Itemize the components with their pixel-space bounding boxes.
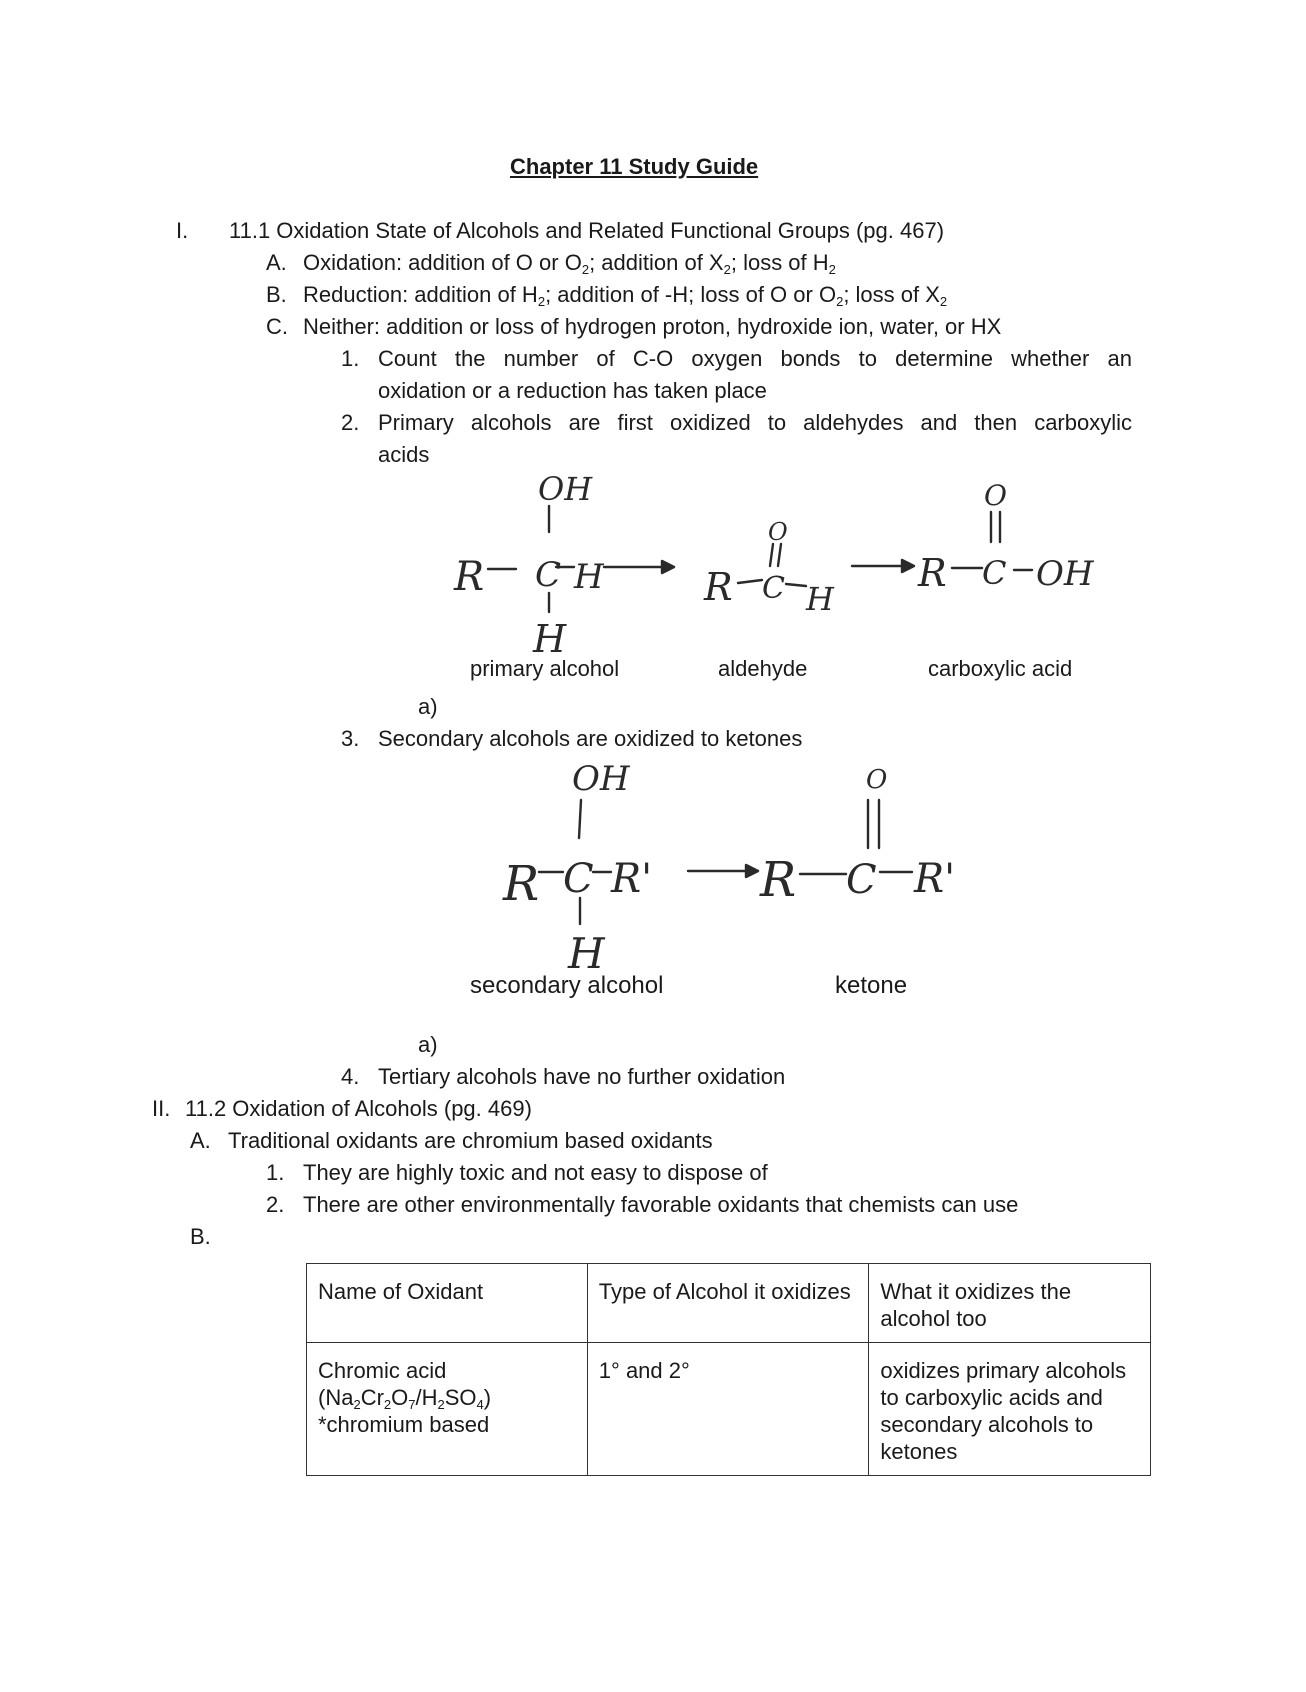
svg-text:C: C — [535, 555, 562, 595]
cell-alcohol-type: 1° and 2° — [587, 1343, 869, 1476]
list-item-2-number: 2. — [341, 410, 360, 435]
oxidant-table — [306, 1263, 1151, 1476]
page-title: Chapter 11 Study Guide — [510, 154, 759, 179]
svg-text:R: R — [454, 554, 485, 600]
sub-item-a-2: a) — [418, 1032, 438, 1057]
svg-text:O: O — [984, 479, 1007, 512]
list-item-1-line1: Count the number of C-O oxygen bonds to determine whether an — [378, 346, 1132, 371]
section-2-item-B-label: B. — [190, 1224, 211, 1249]
svg-text:R: R — [503, 856, 540, 912]
svg-text:C: C — [762, 571, 785, 606]
oxidant-name: Chromic acid — [318, 1358, 447, 1383]
label-secondary-alcohol: secondary alcohol — [470, 972, 664, 999]
section-1-number: I. — [176, 218, 189, 243]
header-type-of-alcohol: Type of Alcohol it oxidizes — [587, 1264, 869, 1343]
cell-oxidation-result: oxidizes primary alcohols to carboxylic acids and secondary alcohols to ketones — [869, 1343, 1151, 1476]
list-item-4-number: 4. — [341, 1064, 360, 1089]
svg-text:R': R' — [914, 856, 956, 902]
svg-text:R: R — [760, 852, 797, 908]
header-name-of-oxidant: Name of Oxidant — [307, 1264, 588, 1343]
table-row — [307, 1343, 1151, 1476]
svg-text:OH: OH — [572, 759, 630, 799]
item-C-text: Neither: addition or loss of hydrogen proton, hydroxide ion, water, or HX — [303, 314, 1002, 339]
svg-text:R': R' — [611, 856, 653, 902]
svg-text:OH: OH — [1036, 554, 1094, 594]
section-2-list-item-1-number: 1. — [266, 1160, 285, 1185]
header-oxidation-product: What it oxidizes the alcohol too — [869, 1264, 1151, 1343]
item-A-text: Oxidation: addition of O or $O_2$; addition of $X_2$; loss of $H_2$ — [303, 250, 836, 277]
cell-oxidant-name — [307, 1343, 588, 1476]
section-1-heading: 11.1 Oxidation State of Alcohols and Related Functional Groups (pg. 467) — [229, 218, 945, 243]
section-2-item-A-text: Traditional oxidants are chromium based oxidants — [228, 1128, 713, 1153]
item-B-label: B. — [266, 282, 287, 307]
list-item-1-number: 1. — [341, 346, 360, 371]
list-item-3-number: 3. — [341, 726, 360, 751]
svg-text:H: H — [574, 557, 604, 597]
label-aldehyde: aldehyde — [718, 656, 808, 681]
section-2-list-item-1-text: They are highly toxic and not easy to dispose of — [303, 1160, 768, 1185]
list-item-2-line2: acids — [378, 442, 430, 467]
section-2-list-item-2-text: There are other environmentally favorable oxidants that chemists can use — [303, 1192, 1019, 1217]
section-2-number: II. — [152, 1096, 171, 1121]
svg-text:O: O — [768, 518, 788, 546]
table-header-row — [307, 1264, 1151, 1343]
svg-text:O: O — [866, 765, 888, 795]
list-item-2-line1: Primary alcohols are first oxidized to aldehydes and then carboxylic — [378, 410, 1132, 435]
svg-text:R: R — [918, 551, 947, 595]
list-item-1-line2: oxidation or a reduction has taken place — [378, 378, 767, 403]
item-B-text: Reduction: addition of $H_2$; addition of -H; loss of O or $O_2$; loss of $X_2$ — [303, 282, 948, 309]
section-2-heading: 11.2 Oxidation of Alcohols (pg. 469) — [185, 1096, 532, 1121]
oxidant-formula: $(Na_2Cr_2O_7/H_2SO_4)$ — [318, 1385, 492, 1412]
oxidant-note: *chromium based — [318, 1412, 490, 1437]
svg-text:H: H — [533, 617, 567, 661]
list-item-4-text: Tertiary alcohols have no further oxidation — [378, 1064, 786, 1089]
svg-text:R: R — [704, 565, 733, 609]
sub-item-a-1: a) — [418, 694, 438, 719]
svg-text:C: C — [563, 856, 594, 902]
list-item-3-text: Secondary alcohols are oxidized to ketones — [378, 726, 803, 751]
ketone-structure — [759, 765, 955, 908]
svg-text:H: H — [806, 580, 834, 618]
svg-text:C: C — [846, 857, 877, 903]
item-A-label: A. — [266, 250, 287, 275]
item-C-label: C. — [266, 314, 288, 339]
svg-text:OH: OH — [538, 470, 593, 508]
section-2-list-item-2-number: 2. — [266, 1192, 285, 1217]
label-primary-alcohol: primary alcohol — [470, 656, 620, 681]
svg-text:C: C — [982, 554, 1007, 592]
label-carboxylic-acid: carboxylic acid — [928, 656, 1073, 681]
reaction-arrow-3 — [688, 865, 758, 877]
label-ketone: ketone — [835, 972, 908, 999]
secondary-alcohol-structure — [502, 759, 652, 978]
section-2-item-A-label: A. — [190, 1128, 211, 1153]
svg-text:H: H — [568, 929, 605, 978]
